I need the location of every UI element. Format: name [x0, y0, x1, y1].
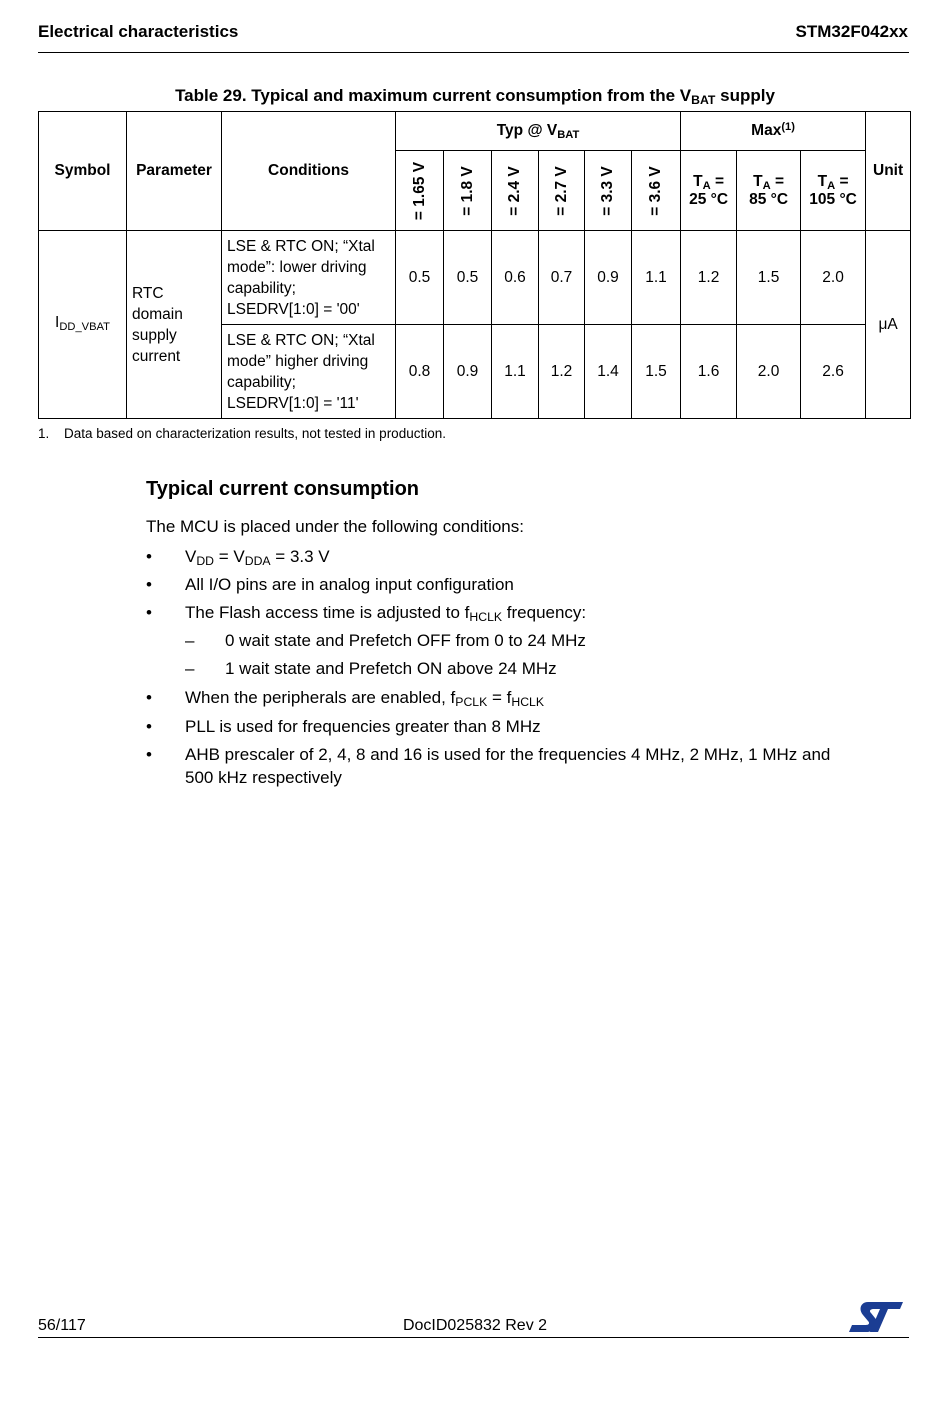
bullet-subscript: PCLK [455, 695, 488, 710]
dash-item-wait-state-1 [185, 657, 557, 680]
typ-value-cell: 1.1 [492, 325, 539, 419]
symbol-subscript: DD_VBAT [59, 320, 110, 333]
condition-line: capability; [227, 279, 296, 297]
typ-value-cell: 0.9 [444, 325, 492, 419]
bullet-item-io-pins [146, 573, 514, 596]
dash-text: 0 wait state and Prefetch OFF from 0 to 24 MHz [225, 631, 586, 650]
max-value-cell: 1.2 [681, 231, 737, 325]
header-vbat-1 [396, 151, 444, 231]
dash-mark: – [185, 659, 195, 678]
header-temp-25 [681, 151, 737, 231]
typ-value-cell: 0.7 [539, 231, 585, 325]
max-value-cell: 2.6 [801, 325, 866, 419]
bullet-item-flash-access [146, 601, 587, 625]
temp-value: 85 °C [749, 190, 789, 208]
bullet-mark: • [146, 575, 152, 594]
page-number: 56/117 [38, 1317, 86, 1334]
parameter-line: RTC [132, 284, 164, 302]
running-header-part-number: STM32F042xx [795, 22, 908, 41]
bullet-text: When the peripherals are enabled, f [185, 688, 456, 707]
typ-value-cell: 1.1 [632, 231, 681, 325]
section-heading: Typical current consumption [146, 478, 419, 500]
bullet-text-line: AHB prescaler of 2, 4, 8 and 16 is used for the frequencies 4 MHz, 2 MHz, 1 MHz and [185, 745, 831, 764]
typ-value-cell: 1.2 [539, 325, 585, 419]
header-vbat-5 [585, 151, 632, 231]
footnote-number: 1. [38, 426, 50, 441]
running-header-title: Electrical characteristics [38, 22, 239, 41]
temp-eq: = [770, 172, 784, 190]
parameter-cell [127, 231, 222, 419]
temp-eq: = [710, 172, 724, 190]
dash-text: 1 wait state and Prefetch ON above 24 MHz [225, 659, 557, 678]
bullet-text: PLL is used for frequencies greater than 8 MHz [185, 717, 541, 736]
temp-t: T [753, 172, 763, 190]
table-footnote [38, 426, 446, 441]
header-rule [38, 52, 909, 53]
bullet-text: = 3.3 V [270, 547, 330, 566]
condition-line: mode”: lower driving [227, 258, 367, 276]
current-consumption-table [38, 111, 911, 419]
parameter-line: current [132, 347, 181, 365]
table-caption-text: Table 29. Typical and maximum current consumption from the V [175, 86, 692, 105]
max-value-cell: 1.6 [681, 325, 737, 419]
temp-sub: A [762, 179, 771, 192]
vbat-label: = 1.65 V [410, 161, 428, 220]
table-caption-tail: supply [715, 86, 775, 105]
temp-eq: = [835, 172, 849, 190]
document-id: DocID025832 Rev 2 [402, 1317, 548, 1334]
bullet-subscript: HCLK [511, 695, 545, 710]
condition-line: LSE & RTC ON; “Xtal [227, 331, 375, 349]
temp-t: T [693, 172, 703, 190]
typ-value-cell: 0.6 [492, 231, 539, 325]
dash-mark: – [185, 631, 195, 650]
table-row [39, 231, 911, 325]
typ-value-cell: 0.8 [396, 325, 444, 419]
bullet-text: frequency: [502, 603, 587, 622]
bullet-mark: • [146, 547, 152, 566]
bullet-mark: • [146, 603, 152, 622]
logo-shape [849, 1302, 903, 1332]
footer-rule [38, 1337, 909, 1338]
bullet-item-peripherals [146, 686, 545, 710]
max-group-label: Max [751, 122, 782, 139]
header-vbat-2 [444, 151, 492, 231]
conditions-cell [222, 231, 396, 325]
vbat-label: = 2.4 V [506, 165, 523, 216]
header-vbat-4 [539, 151, 585, 231]
section-intro: The MCU is placed under the following conditions: [146, 517, 524, 536]
header-typ-group [396, 112, 681, 151]
header-conditions: Conditions [222, 112, 396, 231]
max-value-cell: 1.5 [737, 231, 801, 325]
condition-line: LSEDRV[1:0] = '11' [227, 394, 359, 412]
temp-sub: A [827, 179, 836, 192]
dash-item-wait-state-0 [185, 629, 586, 652]
header-parameter: Parameter [127, 112, 222, 231]
header-symbol: Symbol [39, 112, 127, 231]
bullet-item-pll [146, 715, 541, 738]
bullet-item-ahb-prescaler [146, 743, 831, 789]
max-value-cell: 2.0 [801, 231, 866, 325]
unit-cell: μA [866, 231, 911, 419]
header-max-group [681, 112, 866, 151]
header-temp-105 [801, 151, 866, 231]
typ-value-cell: 0.9 [585, 231, 632, 325]
typ-value-cell: 1.4 [585, 325, 632, 419]
condition-line: mode” higher driving [227, 352, 369, 370]
vbat-label: = 3.6 V [647, 165, 665, 216]
condition-line: LSE & RTC ON; “Xtal [227, 237, 375, 255]
temp-t: T [817, 172, 828, 190]
condition-line: capability; [227, 373, 296, 391]
bullet-subscript: DDA [244, 554, 271, 569]
bullet-mark: • [146, 745, 152, 764]
condition-line: LSEDRV[1:0] = '00' [227, 300, 360, 318]
bullet-item-supply [146, 545, 330, 569]
bullet-mark: • [146, 717, 152, 736]
typ-value-cell: 0.5 [444, 231, 492, 325]
vbat-label: = 2.7 V [552, 165, 570, 216]
bullet-text: The Flash access time is adjusted to f [185, 603, 470, 622]
bullet-text-line: 500 kHz respectively [185, 768, 342, 787]
vbat-label: = 1.8 V [458, 165, 476, 216]
conditions-cell [222, 325, 396, 419]
bullet-subscript: DD [196, 554, 215, 569]
header-unit: Unit [866, 112, 911, 231]
temp-value: 25 °C [689, 190, 729, 208]
bullet-text: = V [214, 547, 245, 566]
typ-group-label: Typ @ V [496, 122, 558, 139]
max-group-footnote-ref: (1) [781, 120, 795, 133]
table-caption-subscript: BAT [691, 93, 716, 108]
footnote-text: Data based on characterization results, not tested in production. [64, 426, 446, 441]
max-value-cell: 2.0 [737, 325, 801, 419]
symbol-main: I [55, 313, 60, 331]
parameter-line: supply [132, 326, 177, 344]
symbol-cell [39, 231, 127, 419]
vbat-label: = 3.3 V [599, 165, 616, 216]
typ-value-cell: 0.5 [396, 231, 444, 325]
header-vbat-3 [492, 151, 539, 231]
bullet-mark: • [146, 688, 152, 707]
typ-value-cell: 1.5 [632, 325, 681, 419]
parameter-line: domain [132, 305, 183, 323]
temp-sub: A [702, 179, 711, 192]
st-logo-icon [848, 1300, 904, 1334]
bullet-text: = f [487, 688, 512, 707]
typ-group-subscript: BAT [557, 128, 580, 141]
temp-value: 105 °C [809, 190, 857, 208]
bullet-subscript: HCLK [469, 610, 503, 625]
table-caption [0, 86, 950, 106]
bullet-text: V [185, 547, 197, 566]
header-vbat-6 [632, 151, 681, 231]
bullet-text: All I/O pins are in analog input configuration [185, 575, 514, 594]
header-temp-85 [737, 151, 801, 231]
